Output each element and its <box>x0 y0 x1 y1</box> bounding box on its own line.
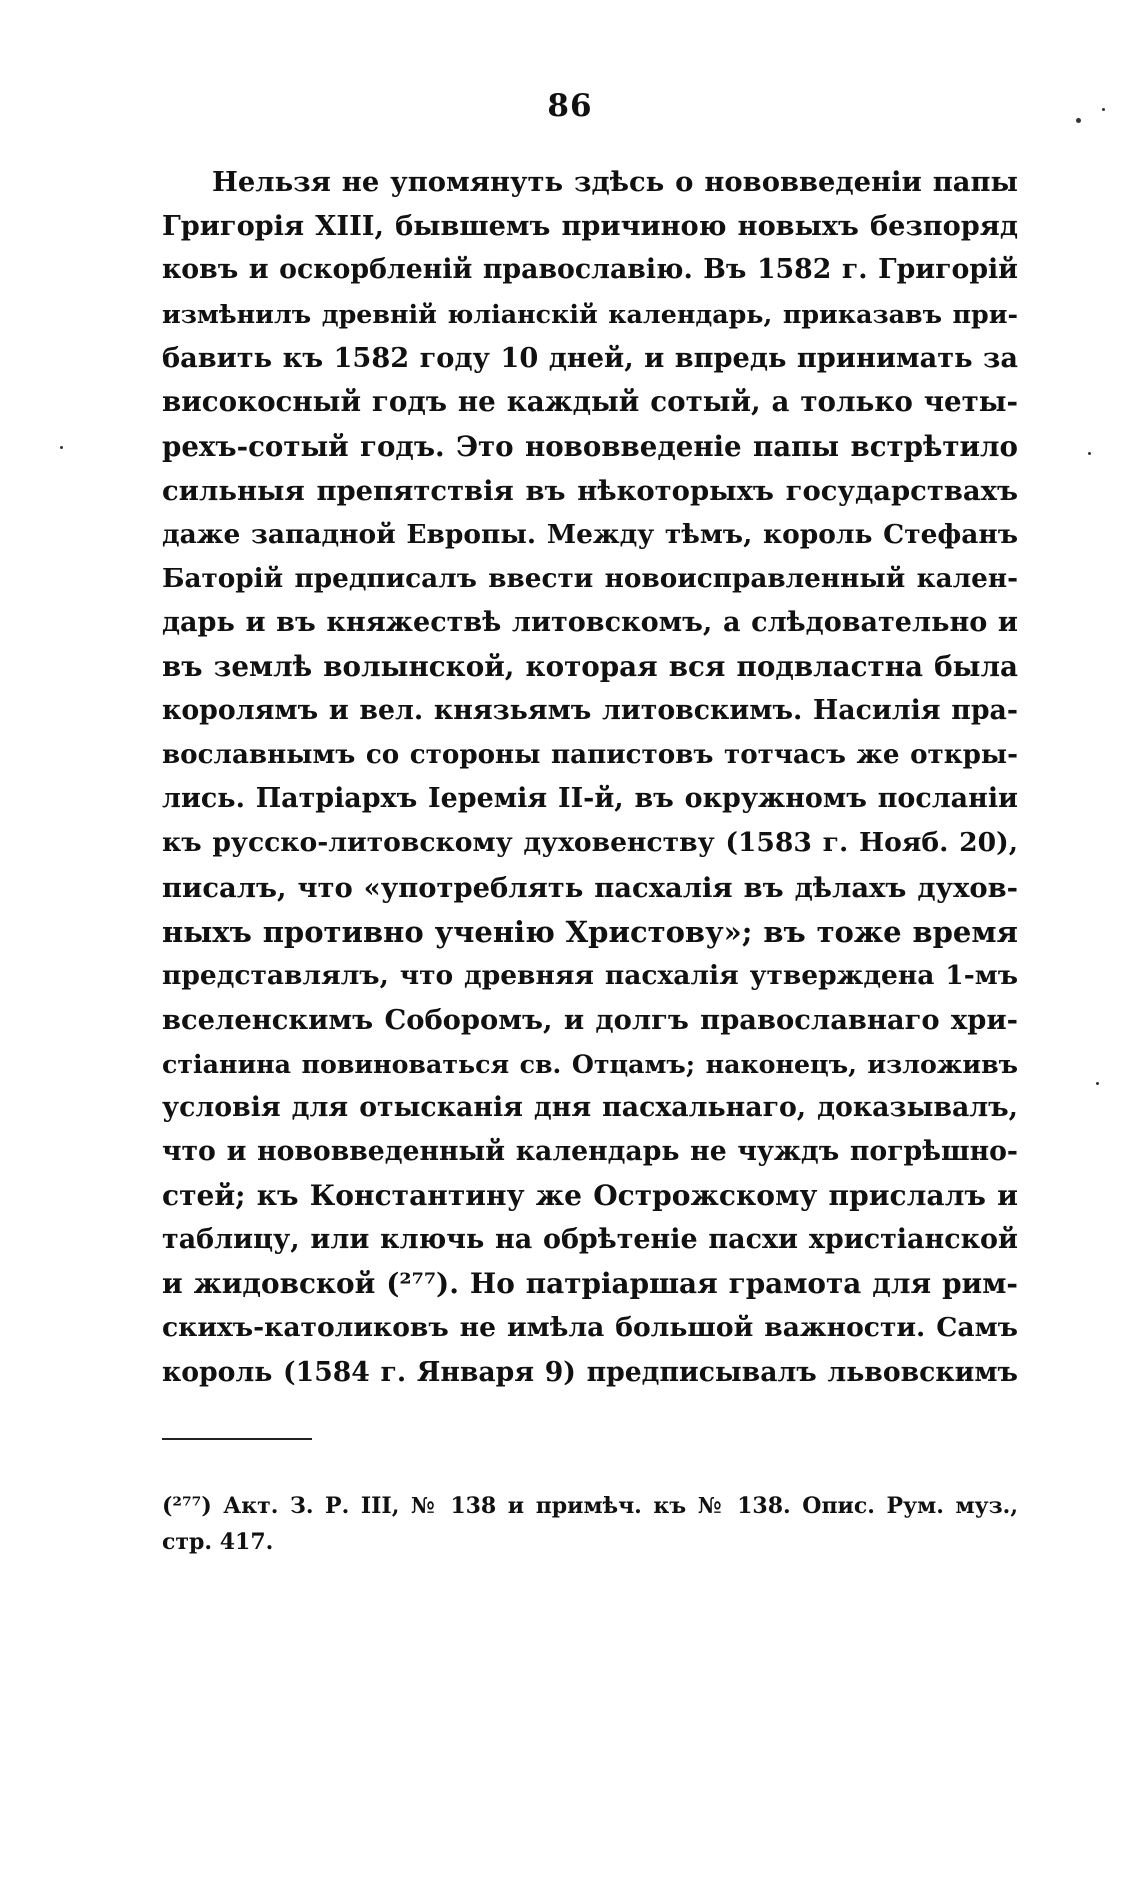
text-line: что и нововведенный календарь не чуждъ погрѣшно- <box>162 1136 1018 1168</box>
text-line: скихъ-католиковъ не имѣла большой важности. Самъ <box>162 1312 1018 1344</box>
text-line: таблицу, или ключь на обрѣтеніе пасхи христіанской <box>162 1224 1018 1256</box>
text-line: писалъ, что «употреблять пасхалія въ дѣлахъ духов- <box>162 871 1018 904</box>
text-line: стіанина повиноваться св. Отцамъ; наконецъ, изложивъ <box>162 1048 1018 1079</box>
text-line: измѣнилъ древній юліанскій календарь, приказавъ при- <box>162 299 1018 330</box>
footnote-line: (²⁷⁷) Акт. З. Р. III, № 138 и примѣч. къ № 138. Опис. Рум. муз., <box>162 1493 1018 1519</box>
text-line: даже западной Европы. Между тѣмъ, король Стефанъ <box>162 518 1018 550</box>
text-line: Григорія XIII, бывшемъ причиною новыхъ безпоряд <box>162 210 1018 243</box>
text-line: сильныя препятствія въ нѣкоторыхъ государствахъ <box>162 474 1018 507</box>
footnote-line: стр. 417. <box>162 1529 274 1555</box>
text-line: и жидовской (²⁷⁷). Но патріаршая грамота для рим- <box>162 1267 1018 1301</box>
text-line: въ землѣ волынской, которая вся подвластна была <box>162 650 1018 684</box>
text-line: королямъ и вел. князьямъ литовскимъ. Насилія пра- <box>162 695 1018 727</box>
text-line: ковъ и оскорбленій православію. Въ 1582 г. Григорій <box>162 254 1018 286</box>
text-line: Нельзя не упомянуть здѣсь о нововведеніи папы <box>212 166 1018 198</box>
text-line: къ русско-литовскому духовенству (1583 г. Нояб. 20), <box>162 827 1018 859</box>
text-line: Баторій предписалъ ввести новоисправленный кален- <box>162 562 1018 594</box>
text-line: лись. Патріархъ Іеремія II-й, въ окружномъ посланіи <box>162 783 1018 815</box>
text-line: дарь и въ княжествѣ литовскомъ, а слѣдовательно и <box>162 606 1018 638</box>
text-line: рехъ-сотый годъ. Это нововведеніе папы встрѣтило <box>162 429 1018 463</box>
text-line: условія для отысканія дня пасхальнаго, доказывалъ, <box>162 1091 1018 1123</box>
text-line: вославнымъ со стороны папистовъ тотчасъ же откры- <box>162 739 1018 771</box>
text-line: король (1584 г. Января 9) предписывалъ львовскимъ <box>162 1356 1018 1388</box>
footnote-separator <box>162 1438 312 1440</box>
text-line: високосный годъ не каждый сотый, а только четы- <box>162 385 1018 419</box>
main-text <box>162 160 1018 1395</box>
footnote <box>162 1488 1018 1560</box>
text-line: представлялъ, что древняя пасхалія утверждена 1-мъ <box>162 959 1018 991</box>
text-line: стей; къ Константину же Острожскому прислалъ и <box>162 1179 1018 1213</box>
text-line: ныхъ противно ученію Христову»; въ тоже время <box>162 914 1018 949</box>
page-number: 86 <box>547 88 593 124</box>
text-line: бавить къ 1582 году 10 дней, и впредь принимать за <box>162 342 1018 375</box>
text-line: вселенскимъ Соборомъ, и долгъ православнаго хри- <box>162 1003 1018 1036</box>
